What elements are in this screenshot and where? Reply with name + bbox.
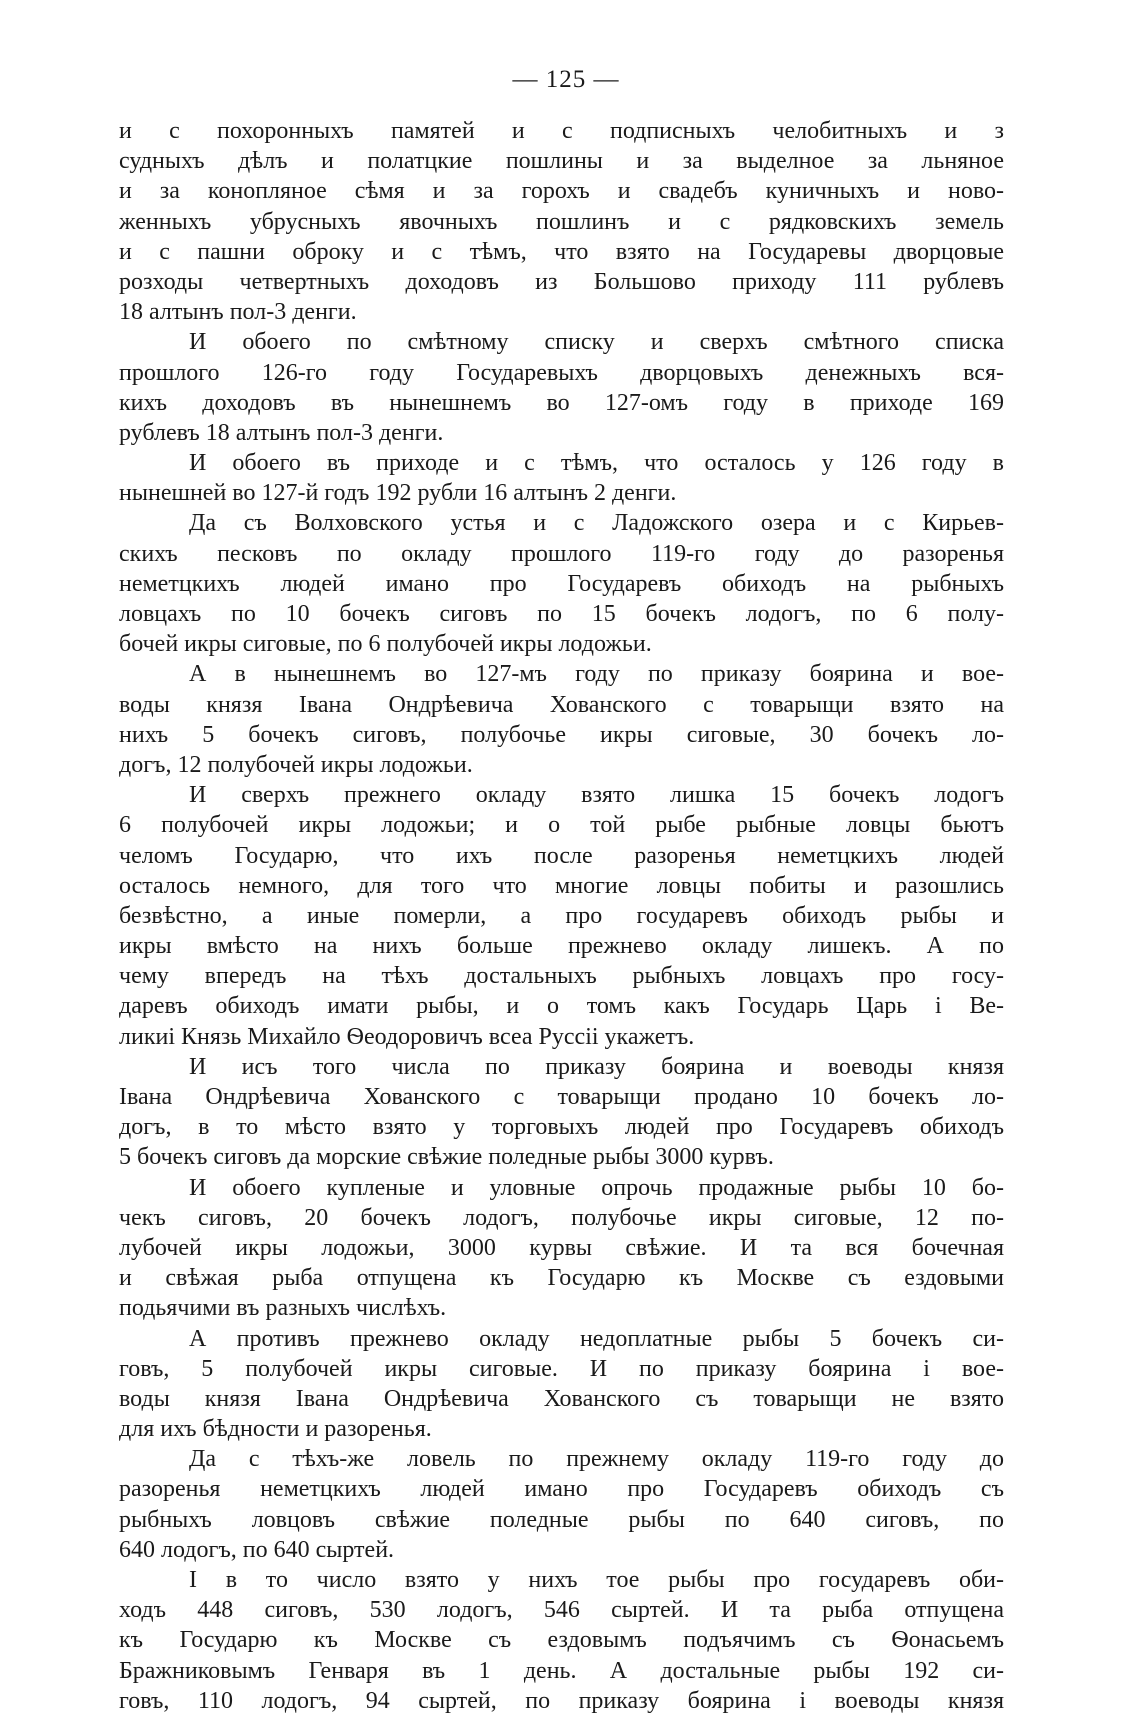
text-line-content: Івана Ондрѣевича Хованского с товарыщи продано 10 бочекъ ло-: [119, 1084, 1004, 1110]
text-line: [119, 1173, 1004, 1203]
text-line-content: говъ, 5 полубочей икры сиговые. И по приказу боярина і вое-: [119, 1355, 1004, 1382]
text-line-content: даревъ обиходъ имати рыбы, и о томъ какъ Государь Царь і Ве-: [119, 993, 1004, 1020]
text-line-content: А в нынешнемъ во 127-мъ году по приказу боярина и вое-: [189, 661, 1004, 688]
text-line-content: женныхъ убрусныхъ явочныхъ пошлинъ и с рядковскихъ земель: [119, 208, 1004, 235]
text-line-content: и за конопляное сѣмя и за горохъ и свадебъ куничныхъ и ново-: [119, 178, 1004, 205]
text-line: [119, 1505, 1004, 1535]
text-line-content: рыбныхъ ловцовъ свѣжие поледные рыбы по 640 сиговъ, по: [119, 1506, 1004, 1533]
text-line: [119, 267, 1004, 297]
text-line-content: І в то число взято у нихъ тое рыбы про государевъ оби-: [189, 1567, 1004, 1593]
text-line: [119, 690, 1004, 720]
text-line: [119, 1565, 1004, 1595]
text-line-content: рублевъ 18 алтынъ пол-3 денги.: [119, 419, 444, 446]
text-line: [119, 1384, 1004, 1414]
text-line: [119, 901, 1004, 931]
text-line-content: 6 полубочей икры лодожьи; и о той рыбе рыбные ловцы бьютъ: [119, 812, 1004, 839]
text-line: [119, 659, 1004, 689]
text-line: [119, 871, 1004, 901]
text-line-content: Да с тѣхъ-же ловель по прежнему окладу 119-го году до: [189, 1446, 1004, 1473]
text-line-content: челомъ Государю, что ихъ после разоренья неметцкихъ людей: [119, 842, 1004, 869]
text-line-content: кихъ доходовъ въ нынешнемъ во 127-омъ году в приходе 169: [119, 389, 1004, 416]
text-line: [119, 720, 1004, 750]
text-line-content: и с пашни оброку и с тѣмъ, что взято на Государевы дворцовые: [119, 238, 1004, 265]
text-line: [119, 1354, 1004, 1384]
text-line: [119, 478, 1004, 508]
text-line-content: говъ, 110 лодогъ, 94 сыртей, по приказу боярина і воеводы князя: [119, 1687, 1004, 1714]
text-line-content: И обоего по смѣтному списку и сверхъ смѣтного списка: [189, 329, 1004, 356]
text-line: [119, 841, 1004, 871]
text-line-content: подьячими въ разныхъ числѣхъ.: [119, 1295, 447, 1322]
text-line: [119, 1625, 1004, 1655]
text-line-content: ходъ 448 сиговъ, 530 лодогъ, 546 сыртей. И та рыба отпущена: [119, 1597, 1004, 1624]
text-line: [119, 629, 1004, 659]
text-line-content: осталось немного, для того что многие ловцы побиты и разошлись: [119, 872, 1004, 899]
text-line-content: скихъ песковъ по окладу прошлого 119-го году до разоренья: [119, 540, 1004, 567]
text-line-content: чему впередъ на тѣхъ достальныхъ рыбныхъ ловцахъ про госу-: [119, 963, 1004, 990]
text-line: [119, 327, 1004, 357]
text-line: [119, 388, 1004, 418]
text-line: [119, 237, 1004, 267]
text-line: [119, 448, 1004, 478]
text-line: [119, 810, 1004, 840]
text-line-content: 640 лодогъ, по 640 сыртей.: [119, 1536, 395, 1563]
text-line: [119, 1324, 1004, 1354]
text-line-content: разоренья неметцкихъ людей имано про Государевъ обиходъ съ: [119, 1476, 1004, 1503]
text-line-content: нынешней во 127-й годъ 192 рубли 16 алтынъ 2 денги.: [119, 480, 677, 507]
text-line-content: И исъ того числа по приказу боярина и воеводы князя: [189, 1053, 1004, 1080]
text-line-content: лубочей икры лодожьи, 3000 курвы свѣжие. И та вся бочечная: [119, 1234, 1004, 1261]
text-line-content: къ Государю къ Москве съ ездовымъ подъячимъ съ Ѳонасьемъ: [119, 1627, 1004, 1654]
text-line: [119, 569, 1004, 599]
text-line: [119, 1414, 1004, 1444]
text-line: [119, 1444, 1004, 1474]
text-line: [119, 508, 1004, 538]
text-line: [119, 1535, 1004, 1565]
text-line-content: икры вмѣсто на нихъ больше прежнево окладу лишекъ. А по: [119, 933, 1004, 960]
text-line: [119, 750, 1004, 780]
text-line: [119, 1263, 1004, 1293]
text-line: [119, 780, 1004, 810]
text-line: [119, 1595, 1004, 1625]
text-line: [119, 1474, 1004, 1504]
text-line: [119, 1082, 1004, 1112]
text-line-content: прошлого 126-го году Государевыхъ дворцовыхъ денежныхъ вся-: [119, 359, 1004, 386]
text-line-content: Да съ Волховского устья и с Ладожского озера и с Кирьев-: [189, 510, 1004, 537]
document-body: [119, 116, 1004, 1716]
text-line-content: воды князя Івана Ондрѣевича Хованского съ товарыщи не взято: [119, 1385, 1004, 1412]
text-line: [119, 539, 1004, 569]
text-line-content: Бражниковымъ Генваря въ 1 день. А достальные рыбы 192 си-: [119, 1657, 1004, 1684]
text-line-content: чекъ сиговъ, 20 бочекъ лодогъ, полубочье икры сиговые, 12 по-: [119, 1204, 1004, 1231]
text-line-content: ловцахъ по 10 бочекъ сиговъ по 15 бочекъ лодогъ, по 6 полу-: [119, 601, 1004, 627]
text-line-content: и с похоронныхъ памятей и с подписныхъ челобитныхъ и з: [119, 118, 1004, 144]
text-line-content: судныхъ дѣлъ и полатцкие пошлины и за выделное за льняное: [119, 148, 1004, 175]
text-line: [119, 207, 1004, 237]
text-line: [119, 1112, 1004, 1142]
text-line-content: А противъ прежнево окладу недоплатные рыбы 5 бочекъ си-: [189, 1325, 1004, 1352]
text-line: [119, 1656, 1004, 1686]
text-line: [119, 1052, 1004, 1082]
text-line-content: И обоего купленые и уловные опрочь продажные рыбы 10 бо-: [189, 1174, 1004, 1201]
text-line-content: нихъ 5 бочекъ сиговъ, полубочье икры сиговые, 30 бочекъ ло-: [119, 721, 1004, 748]
text-line: [119, 1203, 1004, 1233]
text-line-content: И обоего въ приходе и с тѣмъ, что осталось у 126 году в: [189, 450, 1004, 477]
text-line-content: неметцкихъ людей имано про Государевъ обиходъ на рыбныхъ: [119, 570, 1004, 597]
text-line: [119, 297, 1004, 327]
text-line: [119, 116, 1004, 146]
text-line-content: розходы четвертныхъ доходовъ из Большово приходу 111 рублевъ: [119, 268, 1004, 295]
text-line: [119, 176, 1004, 206]
text-line-content: 18 алтынъ пол-3 денги.: [119, 299, 357, 326]
text-line-content: догъ, в то мѣсто взято у торговыхъ людей про Государевъ обиходъ: [119, 1114, 1004, 1141]
text-line: [119, 1293, 1004, 1323]
text-line-content: безвѣстно, а иные померли, а про государевъ обиходъ рыбы и: [119, 902, 1004, 929]
text-line: [119, 961, 1004, 991]
text-line: [119, 1233, 1004, 1263]
text-line-content: воды князя Івана Ондрѣевича Хованского с товарыщи взято на: [119, 691, 1004, 718]
text-line-content: И сверхъ прежнего окладу взято лишка 15 бочекъ лодогъ: [189, 782, 1004, 809]
text-line: [119, 1686, 1004, 1716]
text-line: [119, 358, 1004, 388]
text-line-content: догъ, 12 полубочей икры лодожьи.: [119, 751, 473, 778]
text-line-content: 5 бочекъ сиговъ да морские свѣжие поледные рыбы 3000 курвъ.: [119, 1144, 774, 1171]
text-line-content: и свѣжая рыба отпущена къ Государю къ Москве съ ездовыми: [119, 1265, 1004, 1292]
text-line: [119, 1022, 1004, 1052]
text-line-content: для ихъ бѣдности и разоренья.: [119, 1416, 432, 1443]
text-line: [119, 146, 1004, 176]
text-line-content: бочей икры сиговые, по 6 полубочей икры лодожьи.: [119, 631, 652, 658]
text-line: [119, 418, 1004, 448]
text-line: [119, 991, 1004, 1021]
text-line-content: ликиі Князь Михайло Ѳеодоровичъ всеа Руссіі укажетъ.: [119, 1023, 695, 1050]
page-number: — 125 —: [512, 66, 620, 93]
text-line: [119, 931, 1004, 961]
text-line: [119, 599, 1004, 629]
text-line: [119, 1142, 1004, 1172]
